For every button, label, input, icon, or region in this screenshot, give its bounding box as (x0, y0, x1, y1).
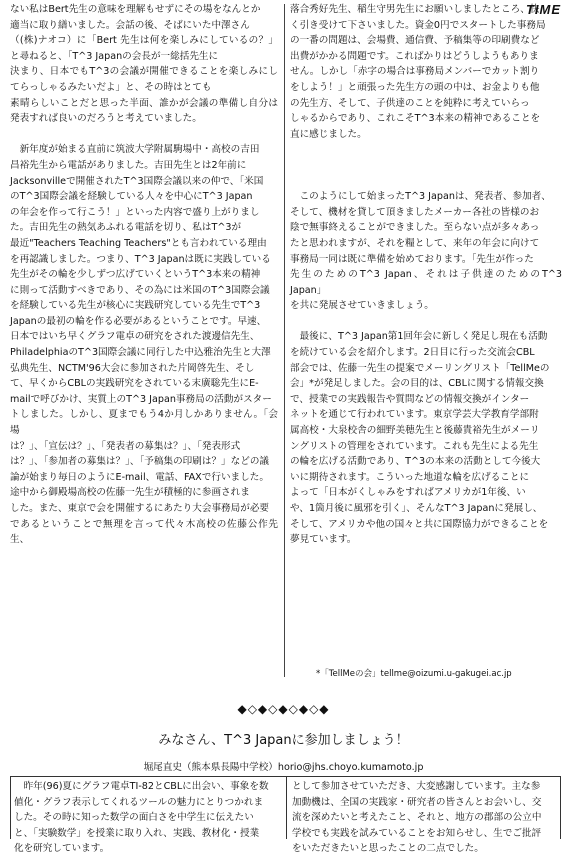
column-divider (284, 4, 285, 677)
bottom-right-column (292, 779, 554, 855)
footnote: *「TellMeの会」tellme@oizumi.u-gakugei.ac.jp (316, 669, 512, 679)
article-right-column: 落合秀好先生、稲生守男先生にお願いしましたところ、快 く引き受けて下さいました。資金0円でスタートした事務局 の一番の問題は、会場費、通信費、予稿集等の印刷費など 出費がかかる問題です。こればかりはどうしようもありま せん。しかし「赤字の場合は事務局メンバーでカット割り をしよう！」と頑張った先生方の頭の中は、お金よりも他 の先生方、そして、子供達のことを純粋に考えていらっ しゃるからであり、これこそT^3本来の精神であることを 直に感じました。 このようにして始まったT^3 Japanは、発表者、参加者、 そして、機材を貸して頂きましたメーカー各社の皆様のお 陰で無事終えることができました。至らない点が多々あっ たと思われますが、それを糧として、来年の年会に向けて 事務局一同は既に準備を始めております。「先生が作った 先生のためのT^3 Japan、それは子供達のためのT^3 Japan」 を共に発展させていきましょう。 最後に、T^3 Japan第1回年会に新しく発足し現在も活動 を続けている会を紹介します。2日目に行った交流会CBL 部会では、佐藤一先生の提案でメーリングリスト「TellMeの 会」*が発足しました。会の目的は、CBLに関する情報交換 で、授業での実践報告や質問などの情報交換がインター ネットを通じて行われています。東京学芸大学教育学部附 属高校・大泉校舎の細野美穂先生と後藤貴裕先生がメーリ ングリストの管理をされています。これも先生による先生 の輪を広げる活動であり、T^3の本来の活動として今後大 いに期待されます。こういった地道な輪を広げることに よって「日本がくしゃみをすればアメリカが1年後、い や、1箇月後に風邪を引く」、そんなT^3 Japanに発展し、 そして、アメリカや他の国々と共に国際協力ができることを 夢見ています。 (290, 4, 562, 546)
article-left-column: ない私はBert先生の意味を理解もせずにその場をなんとか 適当に取り繕いました。会話の後、そばにいた中澤さん （(株)ナオコ）に「Bert 先生は何を楽しみにしているの？」と尋ねると、「T^3 Japanの会長が一総括先生に 決まり、日本でもT^3の会議が開催できることを楽しみにしてらっしゃるみたいだよ」と、その時はとても 素晴らしいことだと思った半面、誰かが会議の準備し自分は発表すれば良いのだろうと考えていました。 新年度が始まる直前に筑波大学附属駒場中・高校の吉田 昌裕先生から電話がありました。吉田先生とは2年前に Jacksonvilleで開催されたT^3国際会議以来の仲で、「米国 のT^3国際会議を経験している人々を中心にT^3 Japan の年会を作って行こう！」といった内容で盛り上がりまし た。吉田先生の熱気あふれる電話を切り、私はT^3が 最近"Teachers Teaching Teachers"とも言われている理由 を再認識しました。つまり、T^3 Japanは既に実践している 先生がその輪を少しずつ広げていくというT^3本来の精神 に則って活動すべきであり、その為には米国のT^3国際会議 を経験している先生が核心に実践研究している先生でT^3 Japanの最初の輪を作る必要があるということです。早速、 日本ではいち早くグラフ電卓の研究をされた渡邊信先生、 PhiladelphiaのT^3国際会議に同行した中込雅治先生と大澤 弘典先生、NCTM'96大会に参加された片岡啓先生、そし て、早くからCBLの実践研究をされている末廣聡先生にE- mailで呼びかけ、実質上のT^3 Japan事務局の活動がスター トしました。しかし、夏までもう4か月しかありません。「会場 は？」、「宣伝は？」、「発表者の募集は？」、「発表形式 は？」、「参加者の募集は？」、「予稿集の印刷は？」などの議 論が始まり毎日のようにE-mail、電話、FAXで行いました。 途中から御殿場高校の佐藤一先生が積極的に参画されま した。また、東京で会を開催するにあたり大会事務局が必要 であるということで無理を言って代々木高校の佐藤公作先生、 (10, 4, 278, 546)
section-headline: みなさん、T^3 Japanに参加しましょう！ (158, 733, 409, 748)
bottom-left-column (14, 779, 276, 855)
frame-divider (286, 777, 287, 839)
author-line: 堀尾直史（熊本県長陽中学校）horio@jhs.choyo.kumamoto.jp (143, 762, 424, 773)
section-separator: ◆◇◆◇◆◇◆◇◆ (237, 702, 330, 716)
bottom-left-paragraph: 昨年(96)夏にグラフ電卓TI-82とCBLに出会い、事象を数 値化・グラフ表示してくれるツールの魅力にとりつかれま した。その時に知った数学の面白さを中学生に伝えたい と、「実験数学」を授業に取り入れ、実践、教材化・授業 化を研究しています。 (14, 781, 269, 855)
bottom-right-paragraph: として参加させていただき、大変感謝しています。主な参 加動機は、全国の実践家・研究者の皆さんとお会いし、交 流を深めたいと考えたこと、それと、地方の郡部の公立中 学校でも実践を試みていることをお知らせし、生でご批評 をいただきたいと思ったことの二点でした。 (292, 781, 542, 855)
magazine-logo: TIME (525, 2, 561, 17)
